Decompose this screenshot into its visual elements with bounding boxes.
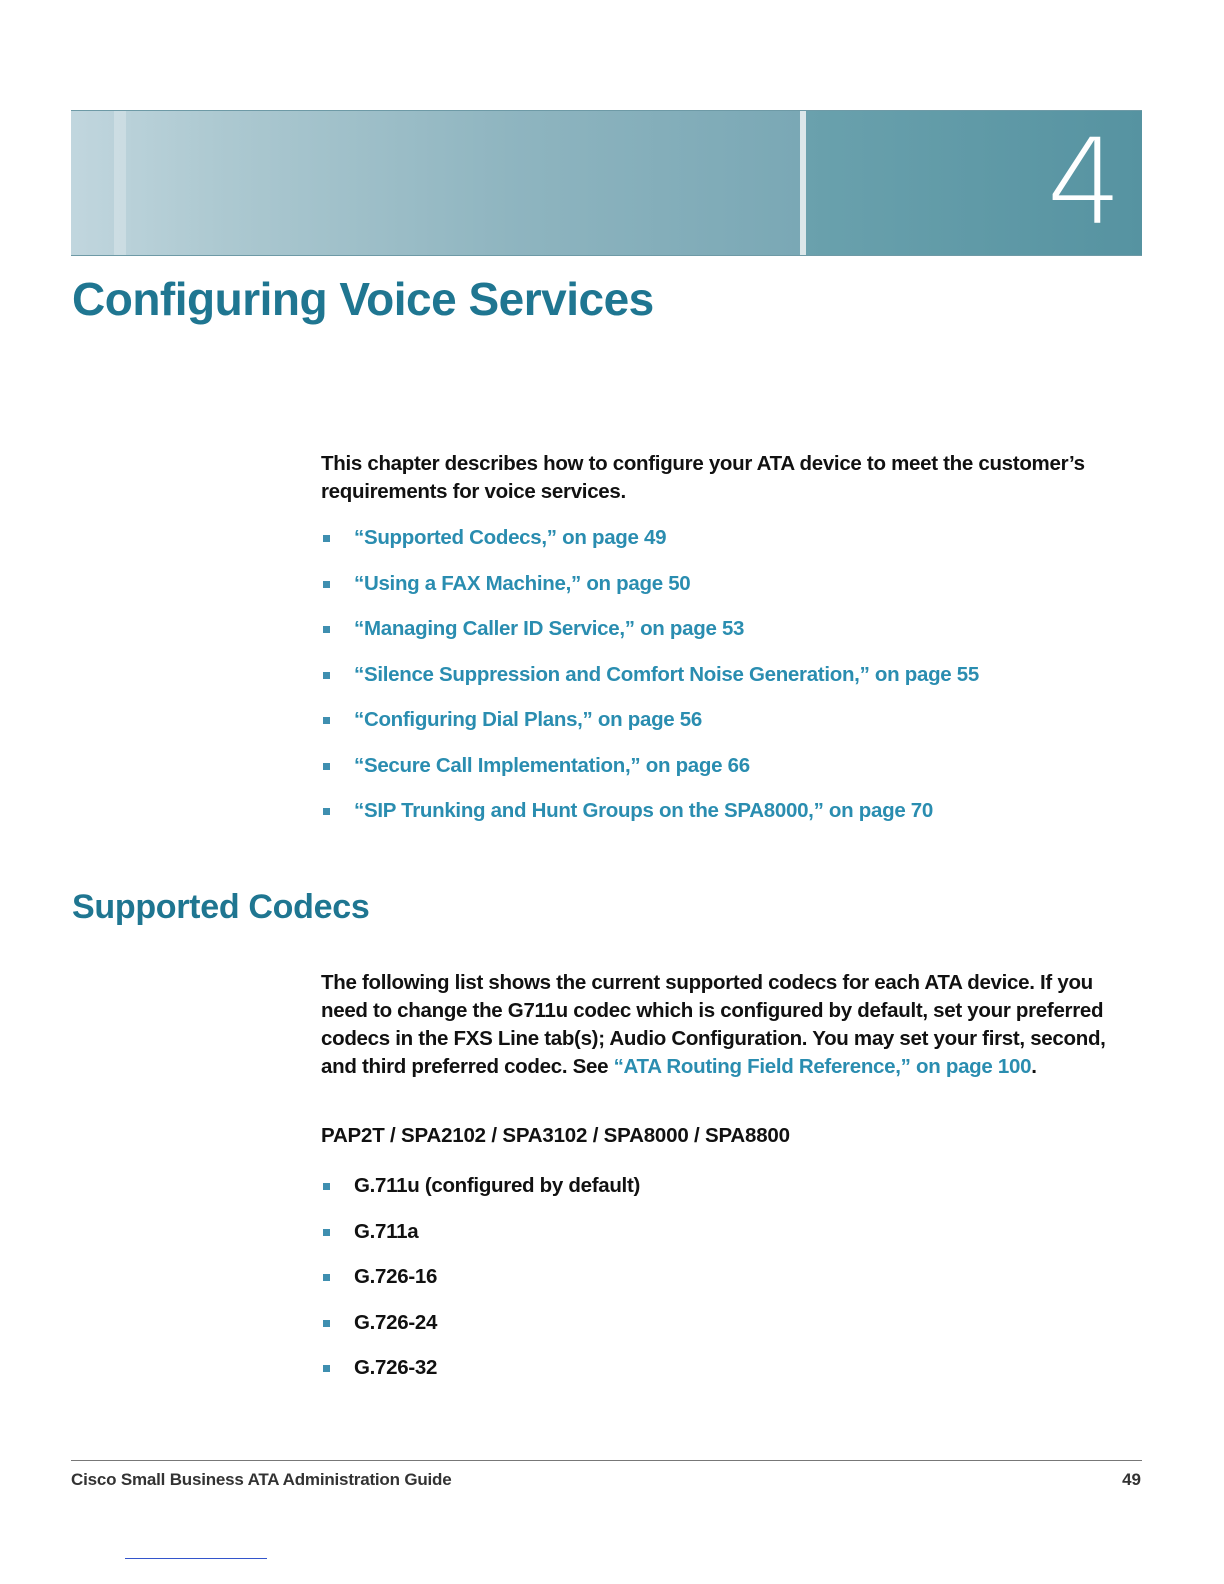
- toc-link-supported-codecs[interactable]: “Supported Codecs,” on page 49: [354, 526, 667, 549]
- codecs-paragraph-end: .: [1031, 1055, 1037, 1078]
- codec-label: G.726-16: [354, 1265, 438, 1288]
- toc-link-fax-machine[interactable]: “Using a FAX Machine,” on page 50: [354, 571, 691, 595]
- banner-highlight: [114, 111, 126, 255]
- intro-paragraph: This chapter describes how to configure your ATA device to meet the customer’s requirements for voice services.: [321, 452, 1085, 503]
- toc-link-caller-id[interactable]: “Managing Caller ID Service,” on page 53: [354, 617, 745, 640]
- codec-item: [321, 1352, 640, 1398]
- toc-item: [321, 613, 979, 659]
- footer-page-number: 49: [1122, 1470, 1141, 1489]
- link-underline: [125, 1558, 267, 1559]
- bullet-icon: [323, 1229, 330, 1236]
- bullet-icon: [323, 535, 330, 542]
- codec-label: G.726-32: [354, 1356, 438, 1379]
- chapter-title: Configuring Voice Services: [72, 273, 654, 325]
- platform-heading: PAP2T / SPA2102 / SPA3102 / SPA8000 / SPA8800: [321, 1124, 790, 1147]
- toc-item: [321, 750, 979, 796]
- bullet-icon: [323, 1365, 330, 1372]
- bullet-icon: [323, 717, 330, 724]
- chapter-banner: [71, 110, 1142, 256]
- toc-item: [321, 522, 979, 568]
- codec-item: [321, 1170, 640, 1216]
- bullet-icon: [323, 672, 330, 679]
- bullet-icon: [323, 1183, 330, 1190]
- codec-item: [321, 1216, 640, 1262]
- toc-link-dial-plans[interactable]: “Configuring Dial Plans,” on page 56: [354, 708, 702, 731]
- bullet-icon: [323, 1274, 330, 1281]
- footer-divider: [71, 1460, 1142, 1461]
- codecs-paragraph: [321, 969, 1141, 1081]
- toc-link-sip-trunking[interactable]: “SIP Trunking and Hunt Groups on the SPA8000,” on page 70: [354, 799, 934, 822]
- codec-label: G.711u (configured by default): [354, 1174, 641, 1197]
- codec-label: G.726-24: [354, 1310, 438, 1334]
- codec-list: [321, 1170, 640, 1398]
- codecs-paragraph-text: The following list shows the current supported codecs for each ATA device. If you need to change the G711u codec which is configured by default, set your preferred codecs in the FXS Line tab(s); Audio Configuration. You may set your first, second, and third preferred codec. See: [321, 971, 1106, 1078]
- toc-item: [321, 704, 979, 750]
- codec-label: G.711a: [354, 1219, 419, 1243]
- toc-link-secure-call[interactable]: “Secure Call Implementation,” on page 66: [354, 753, 750, 777]
- codec-item: [321, 1307, 640, 1353]
- banner-gradient-left: [71, 111, 800, 255]
- bullet-icon: [323, 1320, 330, 1327]
- routing-reference-link[interactable]: “ATA Routing Field Reference,” on page 100: [613, 1055, 1032, 1078]
- toc-link-silence-suppression[interactable]: “Silence Suppression and Comfort Noise Generation,” on page 55: [354, 662, 979, 686]
- toc-item: [321, 659, 979, 705]
- bullet-icon: [323, 808, 330, 815]
- toc-item: [321, 795, 979, 841]
- bullet-icon: [323, 581, 330, 588]
- bullet-icon: [323, 626, 330, 633]
- chapter-number: 4: [1046, 113, 1122, 251]
- codec-item: [321, 1261, 640, 1307]
- section-title: Supported Codecs: [72, 888, 370, 926]
- footer-guide-title: Cisco Small Business ATA Administration Guide: [71, 1470, 452, 1489]
- bullet-icon: [323, 763, 330, 770]
- toc-item: [321, 568, 979, 614]
- toc-list: [321, 522, 979, 841]
